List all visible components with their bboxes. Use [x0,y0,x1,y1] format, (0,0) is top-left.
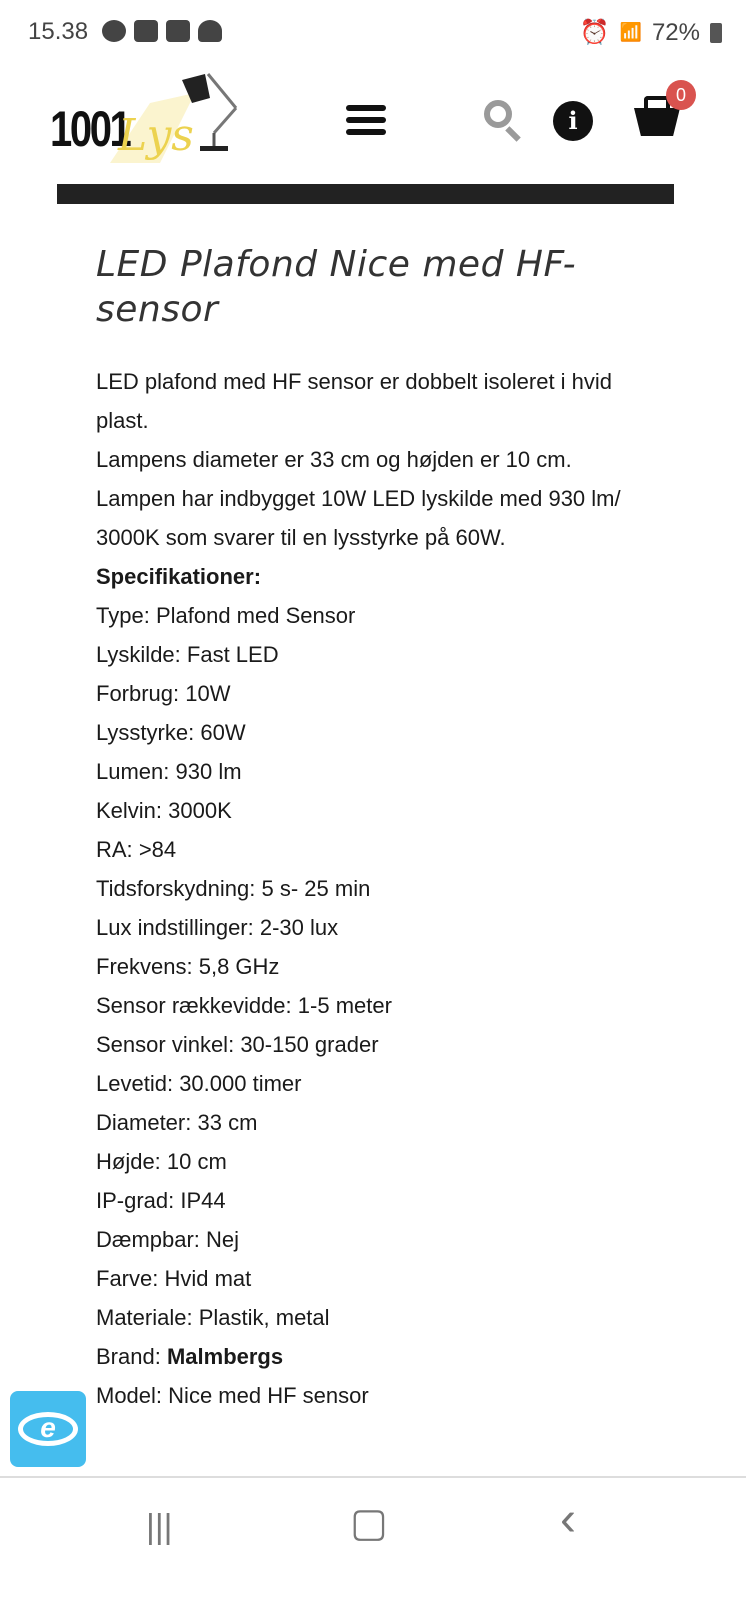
spec-label: Model: [96,1383,163,1408]
cart-count-badge: 0 [666,80,696,110]
spec-value: 2-30 lux [259,915,339,940]
spec-value: Plastik, metal [198,1305,330,1330]
spec-value: 5,8 GHz [198,954,280,979]
spec-value: IP44 [180,1188,226,1213]
spec-label: Dæmpbar: [96,1227,200,1252]
spec-value: 1-5 meter [297,993,392,1018]
spec-row [96,908,656,947]
spec-row [96,1376,656,1415]
spec-label: Lysstyrke: [96,720,195,745]
spec-row [96,1337,656,1376]
spec-label: Lyskilde: [96,642,181,667]
spec-row [96,1025,656,1064]
spec-value: 10 cm [166,1149,227,1174]
battery-percent: 72% [651,18,700,46]
alarm-icon: ⏰ [579,19,610,46]
logo-word: Lys [118,110,194,161]
spec-row [96,1220,656,1259]
spec-label: Forbrug: [96,681,180,706]
spec-label: Sensor rækkevidde: [96,993,292,1018]
spec-label: Farve: [96,1266,159,1291]
spec-value: Hvid mat [164,1266,252,1291]
spec-row [96,1181,656,1220]
spec-row [96,1064,656,1103]
description-line: LED plafond med HF sensor er dobbelt isoleret i hvid plast. [96,369,613,433]
description-line: Lampens diameter er 33 cm og højden er 10 cm. [96,447,572,472]
spec-value: 30.000 timer [179,1071,302,1096]
spec-row [96,1298,656,1337]
spec-label: Brand: [96,1344,161,1369]
cart-icon[interactable] [634,108,680,136]
menu-button[interactable] [346,105,386,141]
spec-row [96,830,656,869]
spec-label: Kelvin: [96,798,163,823]
info-button[interactable]: i [553,101,593,141]
spec-value: 30-150 grader [240,1032,379,1057]
spec-row [96,1142,656,1181]
spec-value: 5 s- 25 min [261,876,371,901]
product-description [96,362,656,1415]
spec-row [96,1259,656,1298]
spec-label: Sensor vinkel: [96,1032,235,1057]
spec-value: 930 lm [175,759,242,784]
wifi-icon: 📶 [619,22,642,42]
spec-value: >84 [138,837,177,862]
search-icon[interactable] [484,100,512,128]
spec-row [96,1103,656,1142]
product-title: LED Plafond Nice med HF-sensor [96,244,577,330]
home-button[interactable]: ▢ [350,1501,388,1545]
battery-icon [710,23,722,43]
clock: 15.38 [28,18,89,45]
spec-row [96,596,656,635]
recents-button[interactable]: ||| [146,1508,173,1546]
spec-value: 60W [200,720,246,745]
spec-value: Plafond med Sensor [155,603,356,628]
spec-row [96,986,656,1025]
system-nav-bar [0,1476,746,1600]
spec-row [96,674,656,713]
description-line: Lampen har indbygget 10W LED lyskilde med 930 lm/ 3000K som svarer til en lysstyrke på 60W. [96,486,621,550]
spec-label: Levetid: [96,1071,174,1096]
dba-icon [102,20,126,42]
spec-row [96,869,656,908]
gallery-icon [166,20,190,42]
header-divider-bar [57,184,674,204]
spec-label: Højde: [96,1149,161,1174]
mail-icon [134,20,158,42]
spec-row [96,791,656,830]
spec-label: Frekvens: [96,954,193,979]
spec-row [96,713,656,752]
site-logo[interactable] [50,68,250,168]
spec-list [96,596,656,1415]
back-button[interactable]: ‹ [560,1493,576,1546]
spec-row [96,752,656,791]
logo-number: 1001 [50,101,130,157]
spec-value: 3000K [168,798,232,823]
spec-row [96,947,656,986]
accessibility-button[interactable] [10,1391,86,1467]
spec-label: Type: [96,603,150,628]
spec-value: 33 cm [197,1110,258,1135]
shell-icon [198,20,222,42]
spec-label: RA: [96,837,133,862]
spec-value: Fast LED [186,642,279,667]
spec-value: Malmbergs [166,1344,284,1369]
spec-label: Diameter: [96,1110,192,1135]
spec-row [96,635,656,674]
spec-value: Nej [206,1227,240,1252]
spec-label: Lux indstillinger: [96,915,254,940]
spec-label: Tidsforskydning: [96,876,256,901]
spec-value: Nice med HF sensor [168,1383,369,1408]
spec-label: IP-grad: [96,1188,175,1213]
spec-label: Materiale: [96,1305,193,1330]
accessibility-eye-icon: e [18,1412,78,1446]
spec-value: 10W [185,681,231,706]
spec-label: Lumen: [96,759,170,784]
spec-heading: Specifikationer: [96,564,262,589]
status-bar [0,0,746,62]
